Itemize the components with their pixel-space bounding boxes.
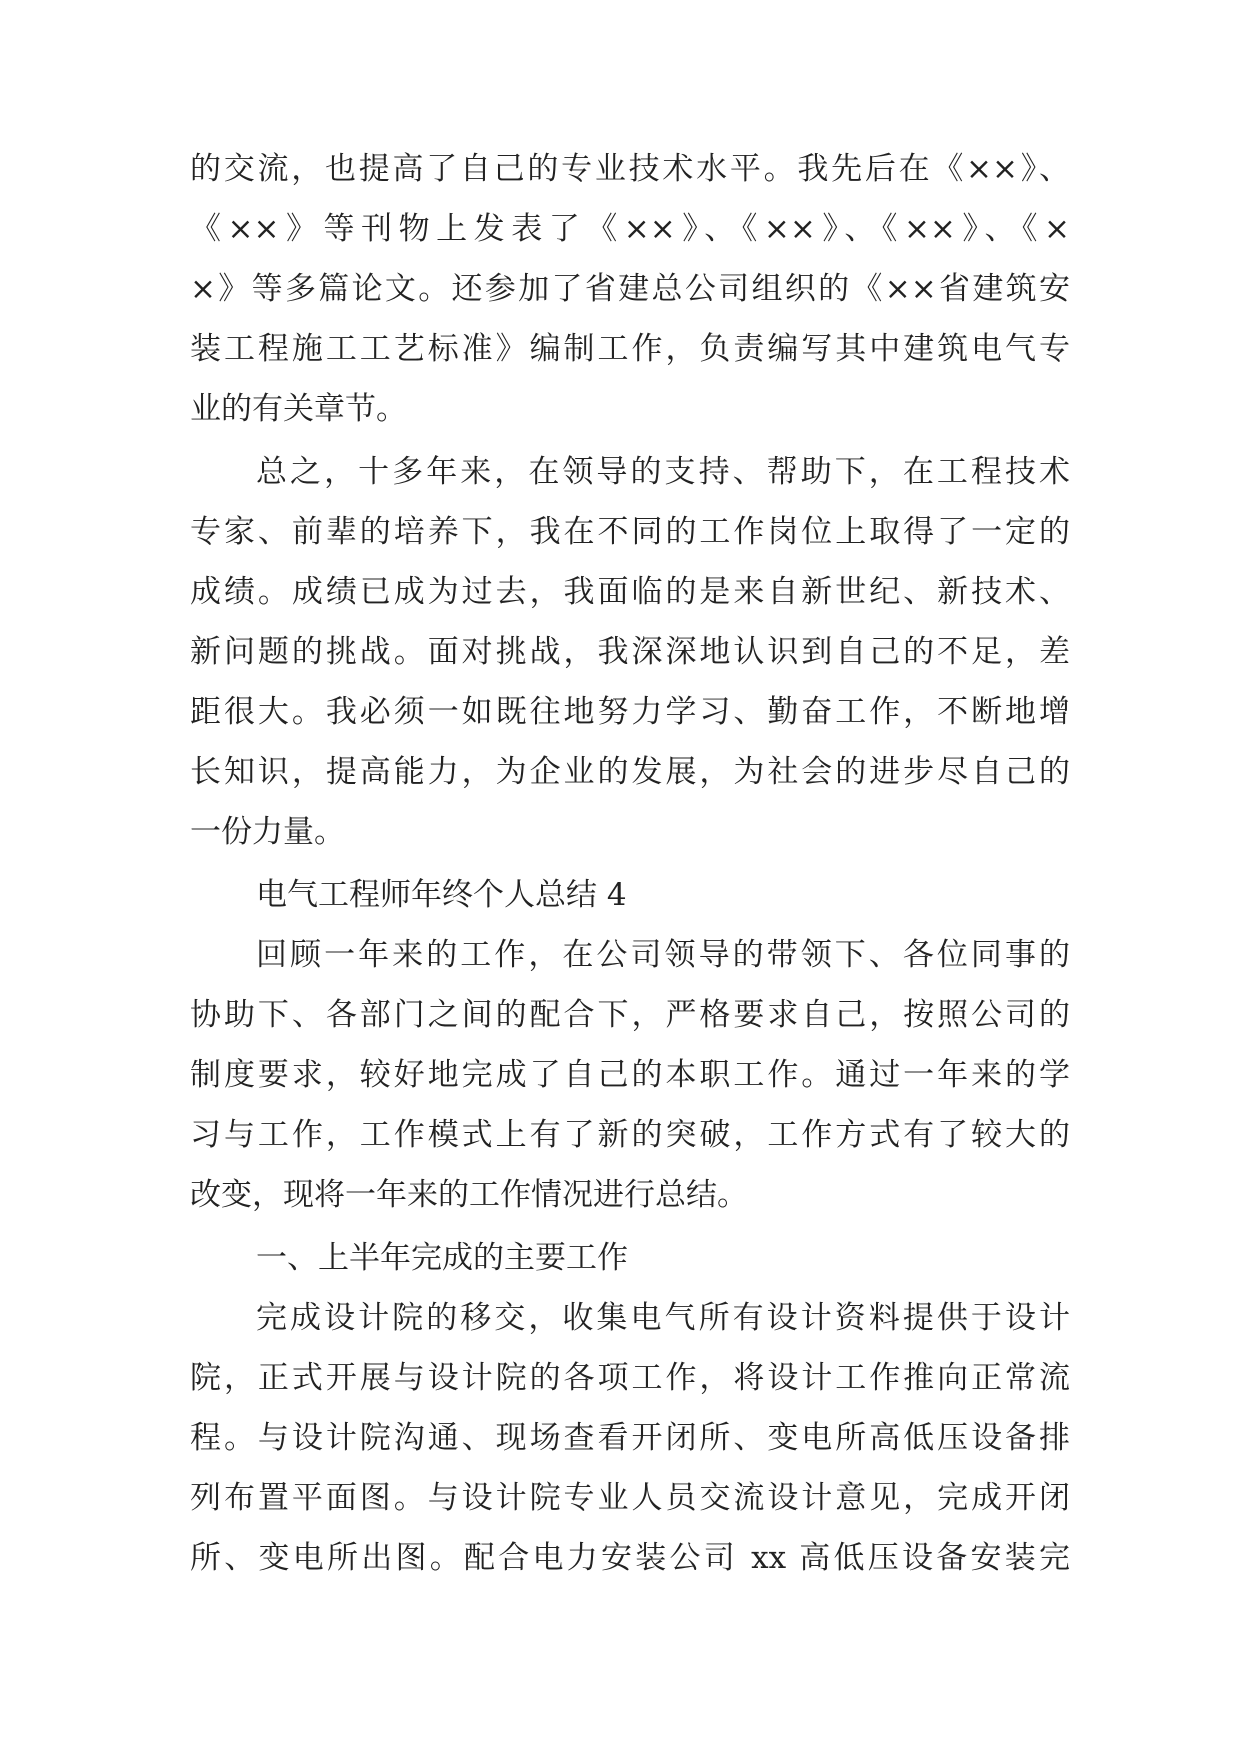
text-line: 的交流，也提高了自己的专业技术水平。我先后在《××》、: [190, 151, 1070, 187]
text-line: 长知识，提高能力，为企业的发展，为社会的进步尽自己的: [190, 754, 1070, 790]
text-line: 装工程施工工艺标准》编制工作，负责编写其中建筑电气专: [190, 331, 1070, 367]
text-line: 制度要求，较好地完成了自己的本职工作。通过一年来的学: [190, 1057, 1070, 1093]
text-line: 院，正式开展与设计院的各项工作，将设计工作推向正常流: [190, 1360, 1070, 1396]
text-line: 列布置平面图。与设计院专业人员交流设计意见，完成开闭: [190, 1480, 1070, 1516]
text-line: 业的有关章节。: [190, 391, 407, 427]
paragraph-first-line: 完成设计院的移交，收集电气所有设计资料提供于设计: [256, 1300, 1070, 1336]
text-line: 《××》等刊物上发表了《××》、《××》、《××》、《×: [190, 211, 1070, 247]
text-line: 成绩。成绩已成为过去，我面临的是来自新世纪、新技术、: [190, 574, 1070, 610]
text-line: 程。与设计院沟通、现场查看开闭所、变电所高低压设备排: [190, 1420, 1070, 1456]
text-line: 协助下、各部门之间的配合下，严格要求自己，按照公司的: [190, 997, 1070, 1033]
subsection-heading: 一、上半年完成的主要工作: [256, 1240, 628, 1276]
paragraph-first-line: 回顾一年来的工作，在公司领导的带领下、各位同事的: [256, 937, 1070, 973]
section-heading: 电气工程师年终个人总结 4: [256, 877, 627, 913]
text-line: 距很大。我必须一如既往地努力学习、勤奋工作，不断地增: [190, 694, 1070, 730]
text-line: 专家、前辈的培养下，我在不同的工作岗位上取得了一定的: [190, 514, 1070, 550]
text-line: 所、变电所出图。配合电力安装公司 xx 高低压设备安装完: [190, 1540, 1070, 1576]
text-line: 改变，现将一年来的工作情况进行总结。: [190, 1177, 748, 1213]
paragraph-first-line: 总之，十多年来，在领导的支持、帮助下，在工程技术: [256, 454, 1070, 490]
text-line: ×》等多篇论文。还参加了省建总公司组织的《××省建筑安: [190, 271, 1070, 307]
text-line: 习与工作，工作模式上有了新的突破，工作方式有了较大的: [190, 1117, 1070, 1153]
text-line: 一份力量。: [190, 814, 345, 850]
text-line: 新问题的挑战。面对挑战，我深深地认识到自己的不足，差: [190, 634, 1070, 670]
